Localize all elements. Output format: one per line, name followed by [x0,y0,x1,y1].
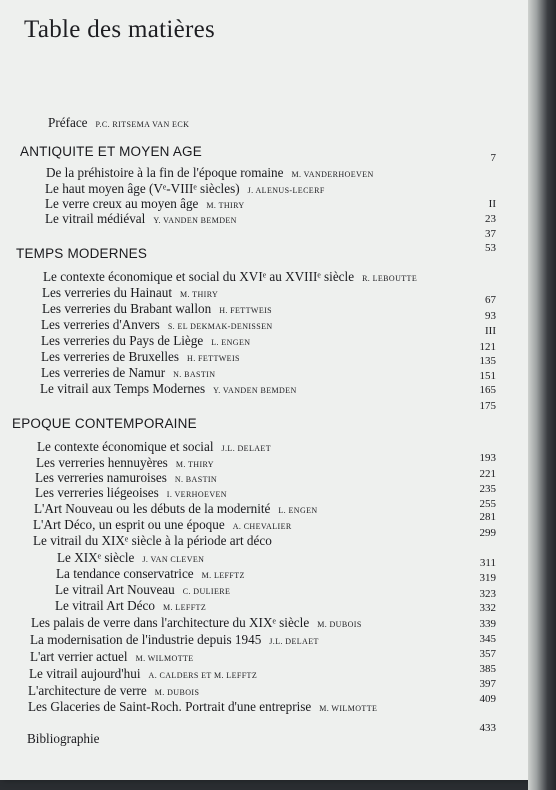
toc-entry: L'art verrier actuel M. WILMOTTE [30,649,194,664]
toc-entry: Le contexte économique et social du XVIᵉ au XVIIIᵉ siècle R. LEBOUTTE [43,269,418,284]
page-number: 221 [479,468,496,480]
page-number: 193 [479,452,496,464]
page-number: II [488,198,496,210]
toc-entry: Le XIXᵉ siècle J. VAN CLEVEN [57,550,205,565]
toc-entry: Le vitrail médiéval Y. VANDEN BEMDEN [45,211,237,226]
page-number: 397 [479,678,496,690]
toc-entry: Le vitrail aux Temps Modernes Y. VANDEN BEMDEN [40,381,297,396]
toc-entry: L'Art Déco, un esprit ou une époque A. CHEVALIER [33,517,292,532]
page-number: 53 [485,242,496,254]
page-number: 385 [479,663,496,675]
toc-entry: Les verreries du Hainaut M. THIRY [42,285,219,300]
toc-entry: Les verreries du Pays de Liège L. ENGEN [41,333,251,348]
page-number: 7 [490,152,496,164]
toc-entry-preface [48,116,189,132]
page-title: Table des matières [24,16,216,43]
toc-entry: Le vitrail Art Nouveau C. DULIERE [55,582,231,597]
toc-entry: Les verreries hennuyères M. THIRY [36,455,214,470]
book-edge [528,0,556,790]
toc-entry: Le contexte économique et social J.L. DELAET [37,439,272,454]
page-number: 175 [479,400,496,412]
toc-entry: L'architecture de verre M. DUBOIS [28,683,200,698]
toc-entry: L'Art Nouveau ou les débuts de la modernité L. ENGEN [34,501,318,516]
page-number: 67 [485,294,496,306]
toc-entry: La modernisation de l'industrie depuis 1945 J.L. DELAET [30,632,319,647]
page-number: 357 [479,648,496,660]
toc-entry: La tendance conservatrice M. LEFFTZ [56,566,245,581]
entry-title: Préface [48,115,88,130]
toc-entry: Les verreries de Bruxelles H. FETTWEIS [41,349,240,364]
toc-entry: Le vitrail aujourd'hui A. CALDERS ET M. LEFFTZ [29,666,258,681]
section-heading-epoque-contemporaine: EPOQUE CONTEMPORAINE [12,416,197,431]
toc-entry-bibliography: Bibliographie [27,731,100,746]
page-number: 345 [479,633,496,645]
page-number: 319 [479,572,496,584]
page-number: 121 [479,341,496,353]
page-number: 235 [479,483,496,495]
section-heading-temps-modernes: TEMPS MODERNES [16,246,148,261]
page-number: 151 [479,370,496,382]
page-number: 311 [479,557,496,569]
page-number: 332 [479,602,496,614]
page-number: 409 [479,693,496,705]
toc-entry: Le vitrail du XIXᵉ siècle à la période art déco [33,533,272,548]
toc-entry: Le haut moyen âge (Vᵉ-VIIIᵉ siècles) J. ALENUS-LECERF [45,181,325,196]
page-number: 433 [479,722,496,734]
page-number: 165 [479,384,496,396]
page-number: 323 [479,588,496,600]
page-number: 339 [479,618,496,630]
toc-entry: Les verreries namuroises N. BASTIN [35,470,218,485]
page-number: 299 [479,527,496,539]
toc-entry: Les verreries du Brabant wallon H. FETTWEIS [42,301,273,316]
page-number: 37 [485,228,496,240]
toc-entry: Les verreries d'Anvers S. EL DEKMAK-DENISSEN [41,317,273,332]
page-number: 135 [479,355,496,367]
toc-entry: Le verre creux au moyen âge M. THIRY [45,196,245,211]
page-number: 93 [485,310,496,322]
entry-author: P.C. RITSEMA VAN ECK [95,120,190,129]
section-heading-antiquite: ANTIQUITE ET MOYEN AGE [20,144,202,159]
toc-entry: Les Glaceries de Saint-Roch. Portrait d'une entreprise M. WILMOTTE [28,699,378,714]
toc-entry: Les verreries liégeoises I. VERHOEVEN [35,485,227,500]
page-number: 255 [479,498,496,510]
toc-entry: Le vitrail Art Déco M. LEFFTZ [55,598,207,613]
page-number: 281 [479,511,496,523]
page-number: III [485,325,496,337]
toc-entry: De la préhistoire à la fin de l'époque romaine M. VANDERHOEVEN [46,165,374,180]
toc-entry: Les palais de verre dans l'architecture du XIXᵉ siècle M. DUBOIS [31,615,362,630]
toc-entry: Les verreries de Namur N. BASTIN [41,365,216,380]
page-number: 23 [485,213,496,225]
